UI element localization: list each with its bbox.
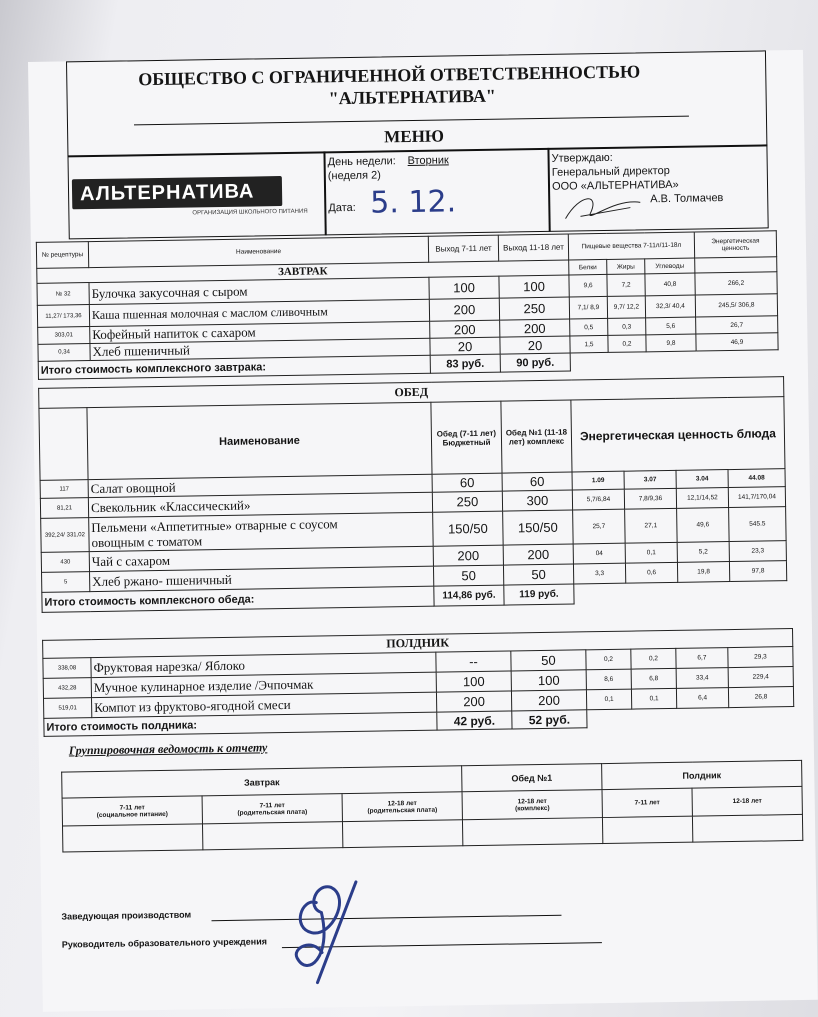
section-breakfast: ЗАВТРАК: [37, 260, 569, 283]
table-row: 430 Чай с сахаром 200 200 04 0,1 5,2 23,3: [41, 541, 786, 573]
snack-total-label: Итого стоимость полдника:: [44, 712, 437, 736]
lunch-table: [38, 376, 787, 613]
approve-label: Утверждаю:: [551, 151, 613, 165]
handwritten-signature-icon: [261, 856, 413, 988]
org-name-line1: ОБЩЕСТВО С ОГРАНИЧЕННОЙ ОТВЕТСТВЕННОСТЬЮ: [138, 61, 641, 90]
col-energy: Энергетическая ценность блюда: [571, 397, 785, 472]
day-value: Вторник: [407, 154, 449, 168]
col-nutrients: Пищевые вещества 7-11л/11-18л: [568, 232, 694, 260]
sub-proteins: Белки: [569, 259, 607, 275]
lunch-total-11-18: 119 руб.: [504, 584, 574, 605]
snack-total-7-11: 42 руб.: [437, 711, 512, 730]
report-head-lunch: Обед №1: [462, 764, 602, 792]
col-lunch-11-18: Обед №1 (11-18 лет) комплекс: [501, 400, 572, 473]
col-output-7-11: Выход 7-11 лет: [428, 235, 498, 262]
snack-total-11-18: 52 руб.: [512, 710, 587, 729]
sig-head-production-label: Заведующая производством: [61, 909, 192, 922]
breakfast-total-11-18: 90 руб.: [500, 353, 570, 372]
logo-subtitle: ОРГАНИЗАЦИЯ ШКОЛЬНОГО ПИТАНИЯ: [192, 208, 308, 217]
date-handwritten: 5. 12.: [369, 184, 457, 221]
director-signature-icon: [560, 187, 651, 228]
date-label: Дата:: [328, 201, 356, 215]
lunch-total-7-11: 114,86 руб.: [434, 585, 504, 606]
sub-fats: Жиры: [607, 259, 645, 275]
sig-head-institution-label: Руководитель образовательного учреждения: [61, 936, 268, 950]
table-row: 432,28 Мучное кулинарное изделие /Эчпочмак 100 100 8,6 6,8 33,4 229,4: [43, 667, 793, 699]
breakfast-total-label: Итого стоимость комплексного завтрака:: [38, 355, 430, 379]
table-row: 11,27/ 173,36 Каша пшенная молочная с маслом сливочным 200 250 7,1/ 8,9 9,7/ 12,2 32,3/ 40,4 245,5/ 306,8: [37, 294, 777, 328]
report-head-breakfast: Завтрак: [62, 766, 462, 798]
approve-name: А.В. Толмачев: [650, 192, 724, 206]
col-lunch-7-11: Обед (7-11 лет) Бюджетный: [431, 401, 502, 474]
report-title: Группировочная ведомость к отчету: [68, 740, 268, 758]
table-row: 0,34 Хлеб пшеничный 20 20 1,5 0,2 9,8 46,9: [38, 333, 778, 362]
section-snack: ПОЛДНИК: [43, 629, 793, 659]
report-head-snack: Полдник: [602, 760, 802, 789]
week-label: (неделя 2): [327, 169, 381, 183]
breakfast-total-7-11: 83 руб.: [430, 354, 500, 373]
approve-org: ООО «АЛЬТЕРНАТИВА»: [551, 178, 679, 193]
col-output-11-18: Выход 11-18 лет: [498, 234, 568, 261]
company-logo: [72, 176, 308, 227]
table-row: 5 Хлеб ржано- пшеничный 50 50 3,3 0,6 19,8 97,8: [42, 561, 787, 593]
approve-role: Генеральный директор: [551, 164, 670, 179]
col-name: Наименование: [87, 402, 432, 479]
table-row: 117 Салат овощной 60 60 1.09 3.07 3.04 44.08: [40, 469, 785, 499]
sub-carbs: Углеводы: [645, 258, 695, 274]
snack-table: [42, 628, 794, 737]
table-row: 81,21 Свекольник «Классический» 250 300 5,7/6,84 7,8/9,36 12,1/14,52 141,7/170,04: [40, 487, 785, 519]
table-row: № 32 Булочка закусочная с сыром 100 100 9,6 7,2 40,8 266,2: [37, 272, 777, 306]
report-table: Завтрак Обед №1 Полдник 7-11 лет (социальное питание) 7-11 лет (родительская плата) 12-18 лет (родительская плата) 12-18 лет (комплекс) 7-11 лет 12-18 лет: [61, 760, 803, 853]
section-lunch: ОБЕД: [39, 377, 784, 409]
table-row: 338,08 Фруктовая нарезка/ Яблоко -- 50 0,2 0,2 6,7 29,3: [43, 647, 793, 679]
table-row: 303,01 Кофейный напиток с сахаром 200 200 0,5 0,3 5,6 26,7: [38, 316, 778, 345]
table-row: 392,24/ 331,02 Пельмени «Аппетитные» отварные с соусом овощным с томатом 150/50 150/50 25,7 27,1 49,6 545.5: [41, 507, 786, 553]
col-name: Наименование: [88, 236, 428, 267]
day-label: День недели:: [327, 155, 396, 169]
table-row: 519,01 Компот из фруктово-ягодной смеси 200 200 0,1 0,1 6,4 26,8: [43, 687, 793, 719]
col-energy: Энергетическая ценность: [694, 231, 776, 258]
lunch-header-row: [39, 397, 785, 481]
lunch-total-label: Итого стоимость комплексного обеда:: [42, 586, 434, 612]
logo-text: АЛЬТЕРНАТИВА: [79, 180, 255, 206]
dish-name-line2: овощным с томатом: [91, 532, 203, 550]
menu-title: МЕНЮ: [384, 126, 445, 147]
breakfast-table: [36, 230, 779, 380]
menu-document: [28, 50, 818, 1012]
org-name-line2: "АЛЬТЕРНАТИВА": [328, 85, 496, 109]
col-recipe-num: № рецептуры: [36, 242, 88, 269]
dish-name-line1: Пельмени «Аппетитные» отварные с соусом: [91, 515, 338, 535]
